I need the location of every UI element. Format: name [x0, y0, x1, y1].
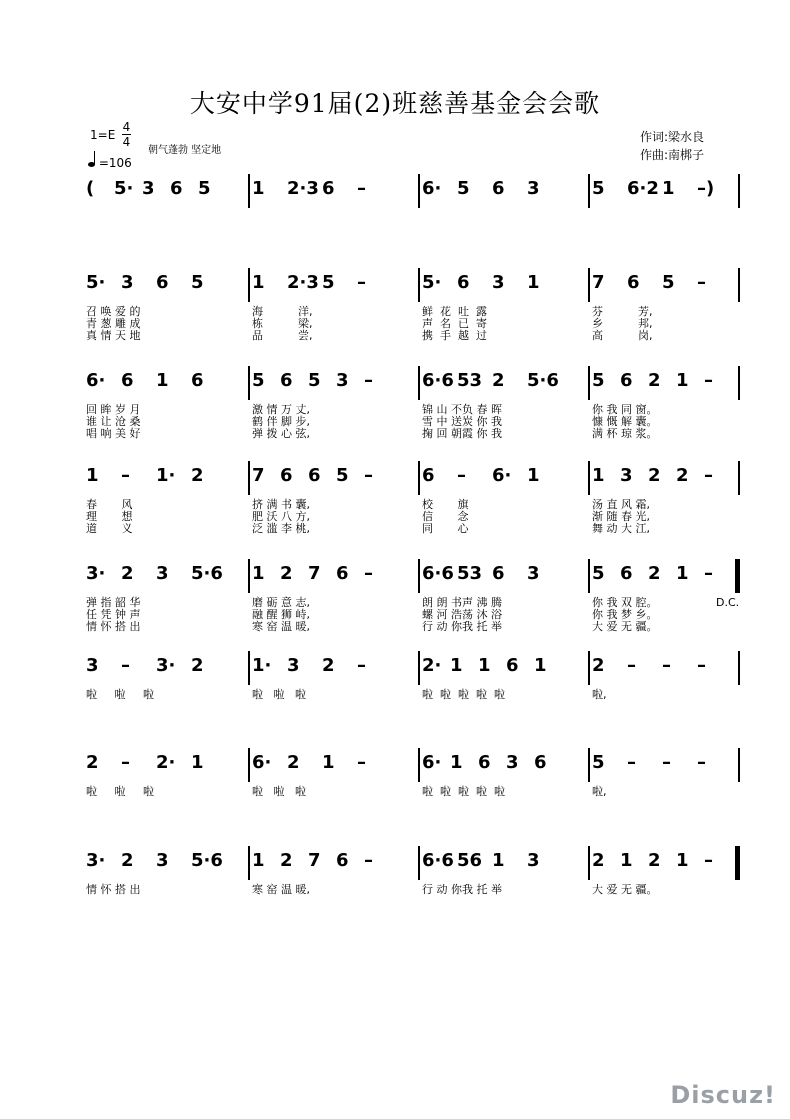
note: 5: [592, 370, 605, 391]
lyric-segment: 高 岗,: [592, 329, 653, 342]
note: 1: [252, 272, 265, 293]
bar-line: [248, 846, 250, 880]
note: 2: [191, 465, 204, 486]
note: 2: [648, 563, 661, 584]
note: 5: [592, 563, 605, 584]
lyric-segment: 携 手 越 过: [422, 329, 487, 342]
note: 1: [252, 850, 265, 871]
note: 1: [676, 563, 689, 584]
note: 3·: [156, 655, 176, 676]
note: –: [697, 655, 706, 676]
note: 1: [676, 850, 689, 871]
lyric-segment: 声 名 已 寄: [422, 317, 487, 330]
lyric-segment: 理 想: [86, 510, 133, 523]
final-bar-line: [735, 559, 738, 593]
note: 3: [121, 272, 134, 293]
dc-mark: D.C.: [716, 596, 740, 609]
bar-line: [588, 748, 590, 782]
note: 2·3: [287, 178, 319, 199]
note: 2: [592, 850, 605, 871]
note: 5·6: [191, 850, 223, 871]
lyric-segment: 朗 朗 书声 沸 腾: [422, 596, 502, 609]
note: 6: [627, 272, 640, 293]
bar-line: [418, 174, 420, 208]
note: 3: [492, 272, 505, 293]
note: 1·: [252, 655, 272, 676]
note: 6: [620, 370, 633, 391]
lyric-segment: 啦 啦 啦: [86, 785, 154, 798]
note: 6: [336, 850, 349, 871]
note: 1: [252, 178, 265, 199]
note: 5: [457, 178, 470, 199]
lyric-segment: 青 葱 雕 成: [86, 317, 141, 330]
bar-line: [588, 651, 590, 685]
note: 3: [620, 465, 633, 486]
lyric-segment: 啦 啦 啦: [252, 688, 306, 701]
style-mark: 朝气蓬勃 坚定地: [148, 145, 222, 156]
lyric-segment: 真 情 天 地: [86, 329, 141, 342]
note: 2: [280, 850, 293, 871]
lyric-segment: 行 动 你我 托 举: [422, 883, 502, 896]
note: 1: [534, 655, 547, 676]
lyric-segment: 掬 回 朝霞 你 我: [422, 427, 502, 440]
key-signature: 1=E: [90, 128, 116, 142]
note: 1: [492, 850, 505, 871]
note: –: [704, 370, 713, 391]
lyric-segment: 你 我 同 窗。: [592, 403, 658, 416]
note: –: [627, 752, 636, 773]
lyric-segment: 情 怀 搭 出: [86, 620, 141, 633]
final-bar-line: [735, 846, 738, 880]
note: 6: [534, 752, 547, 773]
note: 3: [86, 655, 99, 676]
lyric-segment: 你 我 双 腔。: [592, 596, 658, 609]
bar-line: [588, 559, 590, 593]
time-sig-bottom: 4: [122, 135, 131, 149]
note: 6: [308, 465, 321, 486]
note: 6·: [252, 752, 272, 773]
note: 7: [308, 563, 321, 584]
note: 5: [592, 752, 605, 773]
note: 5: [198, 178, 211, 199]
note: 5: [308, 370, 321, 391]
note: 5·6: [191, 563, 223, 584]
note: –: [357, 272, 366, 293]
bar-line: [248, 559, 250, 593]
lyric-segment: 海 洋,: [252, 305, 313, 318]
note: 2: [648, 465, 661, 486]
note: 1: [86, 465, 99, 486]
tempo-mark: [88, 156, 132, 170]
note: 3: [156, 850, 169, 871]
bar-line: [738, 461, 740, 495]
note: 3·: [86, 563, 106, 584]
note: 53: [457, 563, 483, 584]
bar-line: [248, 366, 250, 400]
note: 2·: [156, 752, 176, 773]
note: 6: [492, 563, 505, 584]
bar-line: [418, 559, 420, 593]
note: –: [704, 465, 713, 486]
note: 6·: [422, 178, 442, 199]
note: 7: [592, 272, 605, 293]
note: –: [364, 563, 373, 584]
bar-line: [738, 268, 740, 302]
note: –: [627, 655, 636, 676]
note: 6·2: [627, 178, 659, 199]
note: 6·6: [422, 370, 454, 391]
tempo-value: =106: [98, 156, 132, 170]
bar-line: [738, 748, 740, 782]
note: 1: [662, 178, 675, 199]
lyric-segment: 寒 窑 温 暖,: [252, 883, 310, 896]
lyric-segment: 雪 中 送炭 你 我: [422, 415, 502, 428]
note: 6: [506, 655, 519, 676]
time-signature: [122, 120, 131, 149]
note: 1: [527, 465, 540, 486]
note: 2: [191, 655, 204, 676]
lyric-segment: 啦,: [592, 688, 607, 701]
note: 6·: [422, 752, 442, 773]
note: 2: [121, 563, 134, 584]
note: 2: [592, 655, 605, 676]
lyric-segment: 鲜 花 吐 露: [422, 305, 487, 318]
bar-line: [248, 748, 250, 782]
note: 6: [620, 563, 633, 584]
bar-line: [248, 268, 250, 302]
bar-line: [738, 174, 740, 208]
note: 6·6: [422, 563, 454, 584]
note: –: [121, 465, 130, 486]
lyric-segment: 同 心: [422, 522, 469, 535]
lyric-segment: 激 情 万 丈,: [252, 403, 310, 416]
note: 1: [322, 752, 335, 773]
lyric-segment: 啦 啦 啦: [252, 785, 306, 798]
note: 7: [252, 465, 265, 486]
bar-line: [418, 366, 420, 400]
note: 5: [662, 272, 675, 293]
bar-line: [588, 846, 590, 880]
discuz-logo: Discuz!: [670, 1081, 776, 1109]
note: –: [704, 850, 713, 871]
note: 3: [287, 655, 300, 676]
bar-line: [248, 174, 250, 208]
lyric-segment: 春 风: [86, 498, 133, 511]
lyric-segment: 大 爱 无 疆。: [592, 883, 658, 896]
note: 6: [336, 563, 349, 584]
note: 2·3: [287, 272, 319, 293]
composer: 作曲:南梆子: [640, 148, 705, 162]
bar-line: [588, 366, 590, 400]
bar-line: [418, 651, 420, 685]
note: 6·6: [422, 850, 454, 871]
note: 2: [86, 752, 99, 773]
bar-line: [418, 461, 420, 495]
lyric-segment: 磨 砺 意 志,: [252, 596, 310, 609]
note: –: [662, 752, 671, 773]
lyric-segment: 螺 河 浩荡 沐 浴: [422, 608, 502, 621]
lyric-segment: 渐 随 春 光,: [592, 510, 650, 523]
note: 1: [191, 752, 204, 773]
bar-line: [248, 651, 250, 685]
note: –: [357, 178, 366, 199]
note: –: [364, 370, 373, 391]
note: 5: [336, 465, 349, 486]
bar-line: [248, 461, 250, 495]
note: 5·6: [527, 370, 559, 391]
bar-line: [588, 268, 590, 302]
note: 2: [648, 370, 661, 391]
lyric-segment: 乡 邦,: [592, 317, 653, 330]
note: 6·: [492, 465, 512, 486]
time-sig-top: 4: [122, 120, 131, 134]
lyric-segment: 挤 满 书 囊,: [252, 498, 310, 511]
note: 6: [170, 178, 183, 199]
note: 2: [648, 850, 661, 871]
bar-line: [588, 174, 590, 208]
note: 2·: [422, 655, 442, 676]
note: 1: [450, 752, 463, 773]
note: 3: [527, 850, 540, 871]
lyric-segment: 弹 指 韶 华: [86, 596, 141, 609]
bar-line: [418, 748, 420, 782]
note: 6: [322, 178, 335, 199]
lyric-segment: 满 杯 琼 浆。: [592, 427, 658, 440]
lyric-segment: 泛 滥 李 桃,: [252, 522, 310, 535]
note: 3: [142, 178, 155, 199]
note: 56: [457, 850, 483, 871]
note: 2: [121, 850, 134, 871]
lyric-segment: 召 唤 爱 的: [86, 305, 141, 318]
note: 3: [336, 370, 349, 391]
lyric-segment: 道 义: [86, 522, 133, 535]
note: 6: [280, 370, 293, 391]
lyric-segment: 芬 芳,: [592, 305, 653, 318]
lyric-segment: 弹 拨 心 弦,: [252, 427, 310, 440]
lyric-segment: 啦 啦 啦 啦 啦: [422, 688, 505, 701]
note: 6: [191, 370, 204, 391]
bar-line: [738, 366, 740, 400]
note: 1·: [156, 465, 176, 486]
note: 5: [191, 272, 204, 293]
note: 2: [322, 655, 335, 676]
note: 3·: [86, 850, 106, 871]
note: 2: [280, 563, 293, 584]
note: 5·: [422, 272, 442, 293]
lyric-segment: 行 动 你我 托 举: [422, 620, 502, 633]
lyric-segment: 大 爱 无 疆。: [592, 620, 658, 633]
note: 3: [506, 752, 519, 773]
note: 3: [527, 178, 540, 199]
lyric-segment: 寒 窑 温 暖,: [252, 620, 310, 633]
note: –: [364, 850, 373, 871]
note: 53: [457, 370, 483, 391]
note: 2: [287, 752, 300, 773]
note: 1: [592, 465, 605, 486]
note: 1: [450, 655, 463, 676]
lyric-segment: 慷 慨 解 囊。: [592, 415, 658, 428]
lyric-segment: 锦 山 不负 春 晖: [422, 403, 502, 416]
note: 3: [156, 563, 169, 584]
lyric-segment: 汤 直 风 霜,: [592, 498, 650, 511]
note: 1: [478, 655, 491, 676]
lyric-segment: 唱 响 美 好: [86, 427, 141, 440]
note: 6·: [86, 370, 106, 391]
lyric-segment: 谁 让 沧 桑: [86, 415, 141, 428]
lyric-segment: 鹤 伴 脚 步,: [252, 415, 310, 428]
note: 3: [527, 563, 540, 584]
note: 6: [121, 370, 134, 391]
note: 5: [252, 370, 265, 391]
lyric-segment: 品 尝,: [252, 329, 313, 342]
lyric-segment: 肥 沃 八 方,: [252, 510, 310, 523]
note: 2: [492, 370, 505, 391]
note: 5·: [114, 178, 134, 199]
note: 1: [252, 563, 265, 584]
note: 5·: [86, 272, 106, 293]
note: –: [357, 655, 366, 676]
note: (: [86, 178, 95, 199]
note: 6: [478, 752, 491, 773]
lyric-segment: 融 醒 狮 峙,: [252, 608, 310, 621]
song-title: 大安中学91届(2)班慈善基金会会歌: [189, 89, 601, 118]
note: –: [697, 752, 706, 773]
bar-line: [738, 651, 740, 685]
note: 2: [676, 465, 689, 486]
lyric-segment: 栋 梁,: [252, 317, 313, 330]
lyric-segment: 回 眸 岁 月: [86, 403, 141, 416]
lyric-segment: 舞 动 大 江,: [592, 522, 650, 535]
note: 7: [308, 850, 321, 871]
note: 6: [280, 465, 293, 486]
note: 6: [422, 465, 435, 486]
lyricist: 作词:梁水良: [640, 130, 705, 144]
note: –: [662, 655, 671, 676]
bar-line: [738, 846, 740, 880]
bar-line: [738, 559, 740, 593]
lyric-segment: 信 念: [422, 510, 469, 523]
lyric-segment: 情 怀 搭 出: [86, 883, 141, 896]
note: 6: [492, 178, 505, 199]
note: –: [121, 752, 130, 773]
note: 5: [322, 272, 335, 293]
note: –: [697, 272, 706, 293]
lyric-segment: 你 我 梦 乡。: [592, 608, 658, 621]
note: 1: [156, 370, 169, 391]
lyric-segment: 任 凭 钟 声: [86, 608, 141, 621]
note: –: [457, 465, 466, 486]
bar-line: [588, 461, 590, 495]
lyric-segment: 校 旗: [422, 498, 469, 511]
note: –: [357, 752, 366, 773]
note: –: [364, 465, 373, 486]
lyric-segment: 啦,: [592, 785, 607, 798]
note: 5: [592, 178, 605, 199]
note: 6: [457, 272, 470, 293]
bar-line: [418, 846, 420, 880]
quarter-note-icon: [88, 162, 95, 167]
note: 1: [527, 272, 540, 293]
note: –): [697, 178, 715, 199]
note: –: [704, 563, 713, 584]
note: –: [121, 655, 130, 676]
bar-line: [418, 268, 420, 302]
lyric-segment: 啦 啦 啦 啦 啦: [422, 785, 505, 798]
note: 1: [620, 850, 633, 871]
note: 6: [156, 272, 169, 293]
lyric-segment: 啦 啦 啦: [86, 688, 154, 701]
note: 1: [676, 370, 689, 391]
